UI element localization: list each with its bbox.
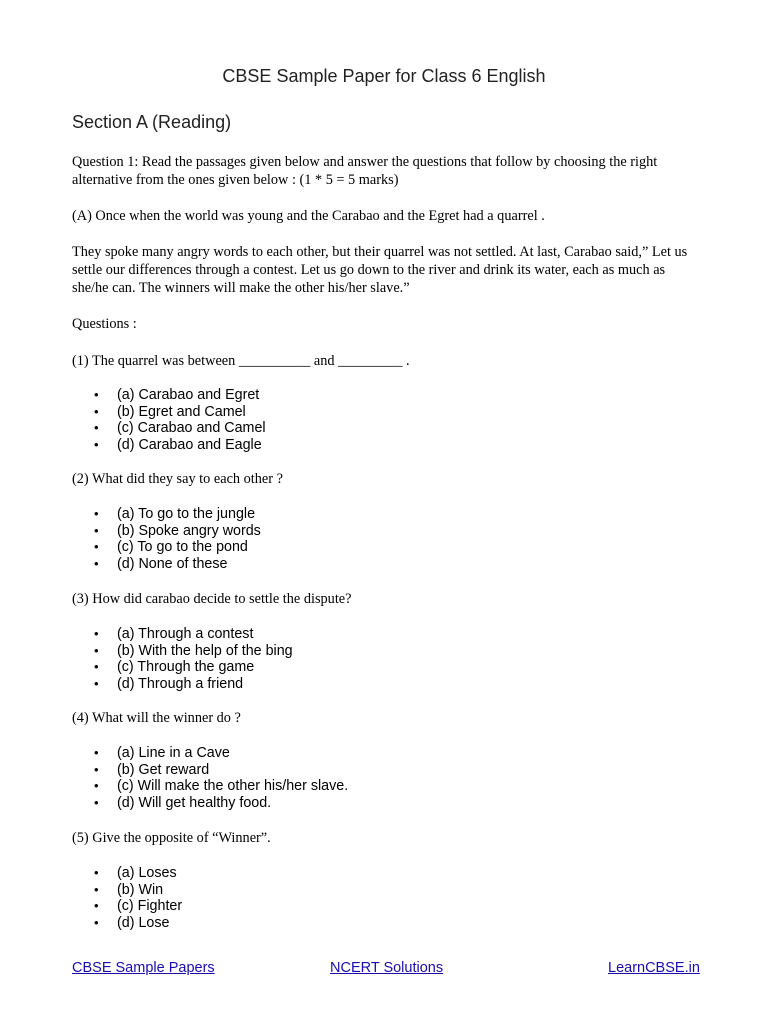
question-instruction: Question 1: Read the passages given below and answer the questions that follow by choosing the right alternative from the ones given below : (1 * 5 = 5 marks) [72, 154, 658, 188]
option-label: (c) Will make the other his/her slave. [117, 778, 349, 794]
bullet-icon: • [94, 642, 99, 658]
option-item [94, 420, 266, 437]
questions-label: Questions : [72, 316, 137, 332]
option-label: (d) Carabao and Eagle [117, 436, 262, 453]
question-2-text: (2) What did they say to each other ? [72, 471, 283, 487]
option-item [94, 745, 348, 762]
option-item [94, 539, 261, 556]
option-item [94, 387, 266, 404]
option-label: (a) To go to the jungle [117, 506, 256, 522]
bullet-icon: • [94, 778, 99, 793]
option-label: (c) Fighter [117, 898, 183, 914]
option-item [94, 404, 266, 421]
bullet-icon: • [94, 626, 99, 641]
question-4-options [94, 745, 348, 811]
footer-link-sample-papers[interactable]: CBSE Sample Papers [72, 960, 215, 976]
bullet-icon: • [94, 436, 99, 452]
option-item [94, 523, 261, 540]
option-label: (c) To go to the pond [117, 539, 248, 555]
bullet-icon: • [94, 794, 99, 810]
bullet-icon: • [94, 761, 99, 777]
option-item [94, 556, 261, 573]
question-5-options [94, 865, 182, 931]
option-label: (c) Carabao and Camel [117, 420, 266, 436]
option-label: (c) Through the game [117, 659, 255, 675]
option-item [94, 676, 293, 693]
bullet-icon: • [94, 555, 99, 571]
passage-intro: (A) Once when the world was young and the Carabao and the Egret had a quarrel . [72, 208, 545, 224]
bullet-icon: • [94, 522, 99, 538]
option-label: (b) Get reward [117, 761, 210, 778]
option-label: (d) Will get healthy food. [117, 794, 272, 811]
bullet-icon: • [94, 898, 99, 913]
question-2-options [94, 506, 261, 572]
bullet-icon: • [94, 659, 99, 674]
option-item [94, 865, 182, 882]
bullet-icon: • [94, 675, 99, 691]
bullet-icon: • [94, 539, 99, 554]
bullet-icon: • [94, 403, 99, 419]
option-label: (b) With the help of the bing [117, 642, 293, 659]
option-item [94, 437, 266, 454]
question-3-text: (3) How did carabao decide to settle the dispute? [72, 591, 352, 607]
option-label: (a) Through a contest [117, 626, 254, 642]
option-label: (d) Lose [117, 914, 170, 931]
bullet-icon: • [94, 745, 99, 760]
footer-link-ncert-solutions[interactable]: NCERT Solutions [330, 960, 444, 976]
option-item [94, 898, 182, 915]
option-label: (b) Win [117, 881, 164, 898]
option-item [94, 506, 261, 523]
option-label: (b) Egret and Camel [117, 403, 246, 420]
option-item [94, 882, 182, 899]
option-label: (a) Line in a Cave [117, 745, 230, 761]
question-1-options [94, 387, 266, 453]
option-item [94, 915, 182, 932]
bullet-icon: • [94, 420, 99, 435]
option-item [94, 659, 293, 676]
option-item [94, 626, 293, 643]
question-4-text: (4) What will the winner do ? [72, 710, 241, 726]
bullet-icon: • [94, 865, 99, 880]
question-3-options [94, 626, 293, 692]
option-label: (a) Carabao and Egret [117, 387, 260, 403]
bullet-icon: • [94, 506, 99, 521]
footer-link-learncbse[interactable]: LearnCBSE.in [608, 960, 700, 976]
option-item [94, 795, 348, 812]
page-title: CBSE Sample Paper for Class 6 English [222, 66, 546, 86]
option-label: (a) Loses [117, 865, 177, 881]
section-heading: Section A (Reading) [72, 112, 232, 132]
question-5-text: (5) Give the opposite of “Winner”. [72, 830, 271, 846]
option-label: (b) Spoke angry words [117, 522, 261, 539]
passage-body: They spoke many angry words to each other, but their quarrel was not settled. At last, Carabao said,” Let us settle our differences through a contest. Let us go down to the river and drink its water, each as much as she/he can. The winners will make the other his/her slave.” [72, 244, 688, 296]
bullet-icon: • [94, 881, 99, 897]
bullet-icon: • [94, 914, 99, 930]
option-item [94, 643, 293, 660]
bullet-icon: • [94, 387, 99, 402]
option-label: (d) None of these [117, 555, 228, 572]
option-label: (d) Through a friend [117, 675, 244, 692]
question-1-text: (1) The quarrel was between __________ and _________ . [72, 353, 410, 369]
option-item [94, 778, 348, 795]
option-item [94, 762, 348, 779]
